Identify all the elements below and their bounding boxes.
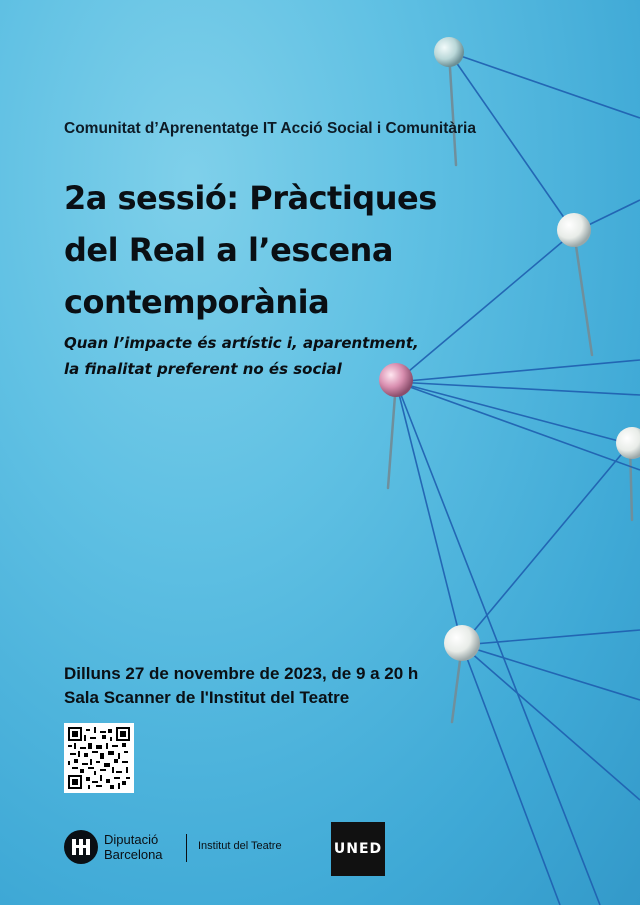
diputacio-barcelona-logo-text	[104, 832, 163, 862]
barcelona-label: Barcelona	[104, 847, 163, 862]
footer-logos	[0, 820, 640, 880]
community-heading: Comunitat d’Aprenentatge IT Acció Social i Comunitària	[64, 120, 476, 137]
session-title-line-1: 2a sessió: Pràctiques	[64, 179, 437, 217]
qr-code-pattern	[68, 727, 130, 789]
session-subtitle	[64, 330, 444, 382]
event-details	[64, 662, 484, 710]
diputacio-label: Diputació	[104, 832, 159, 847]
session-title-line-3: contemporània	[64, 283, 330, 321]
institut-del-teatre-logo: Institut del Teatre	[198, 840, 282, 852]
event-venue: Sala Scanner de l'Institut del Teatre	[64, 688, 350, 707]
session-title	[64, 172, 534, 328]
uned-logo: UNED	[331, 822, 385, 876]
logo-divider	[186, 834, 187, 862]
qr-code[interactable]	[64, 723, 134, 793]
session-subtitle-line-2: la finalitat preferent no és social	[64, 360, 342, 378]
event-date: Dilluns 27 de novembre de 2023, de 9 a 20 h	[64, 664, 419, 683]
diputacio-logo-icon	[64, 830, 98, 864]
session-title-line-2: del Real a l’escena	[64, 231, 393, 269]
session-subtitle-line-1: Quan l’impacte és artístic i, aparentment,	[64, 334, 419, 352]
